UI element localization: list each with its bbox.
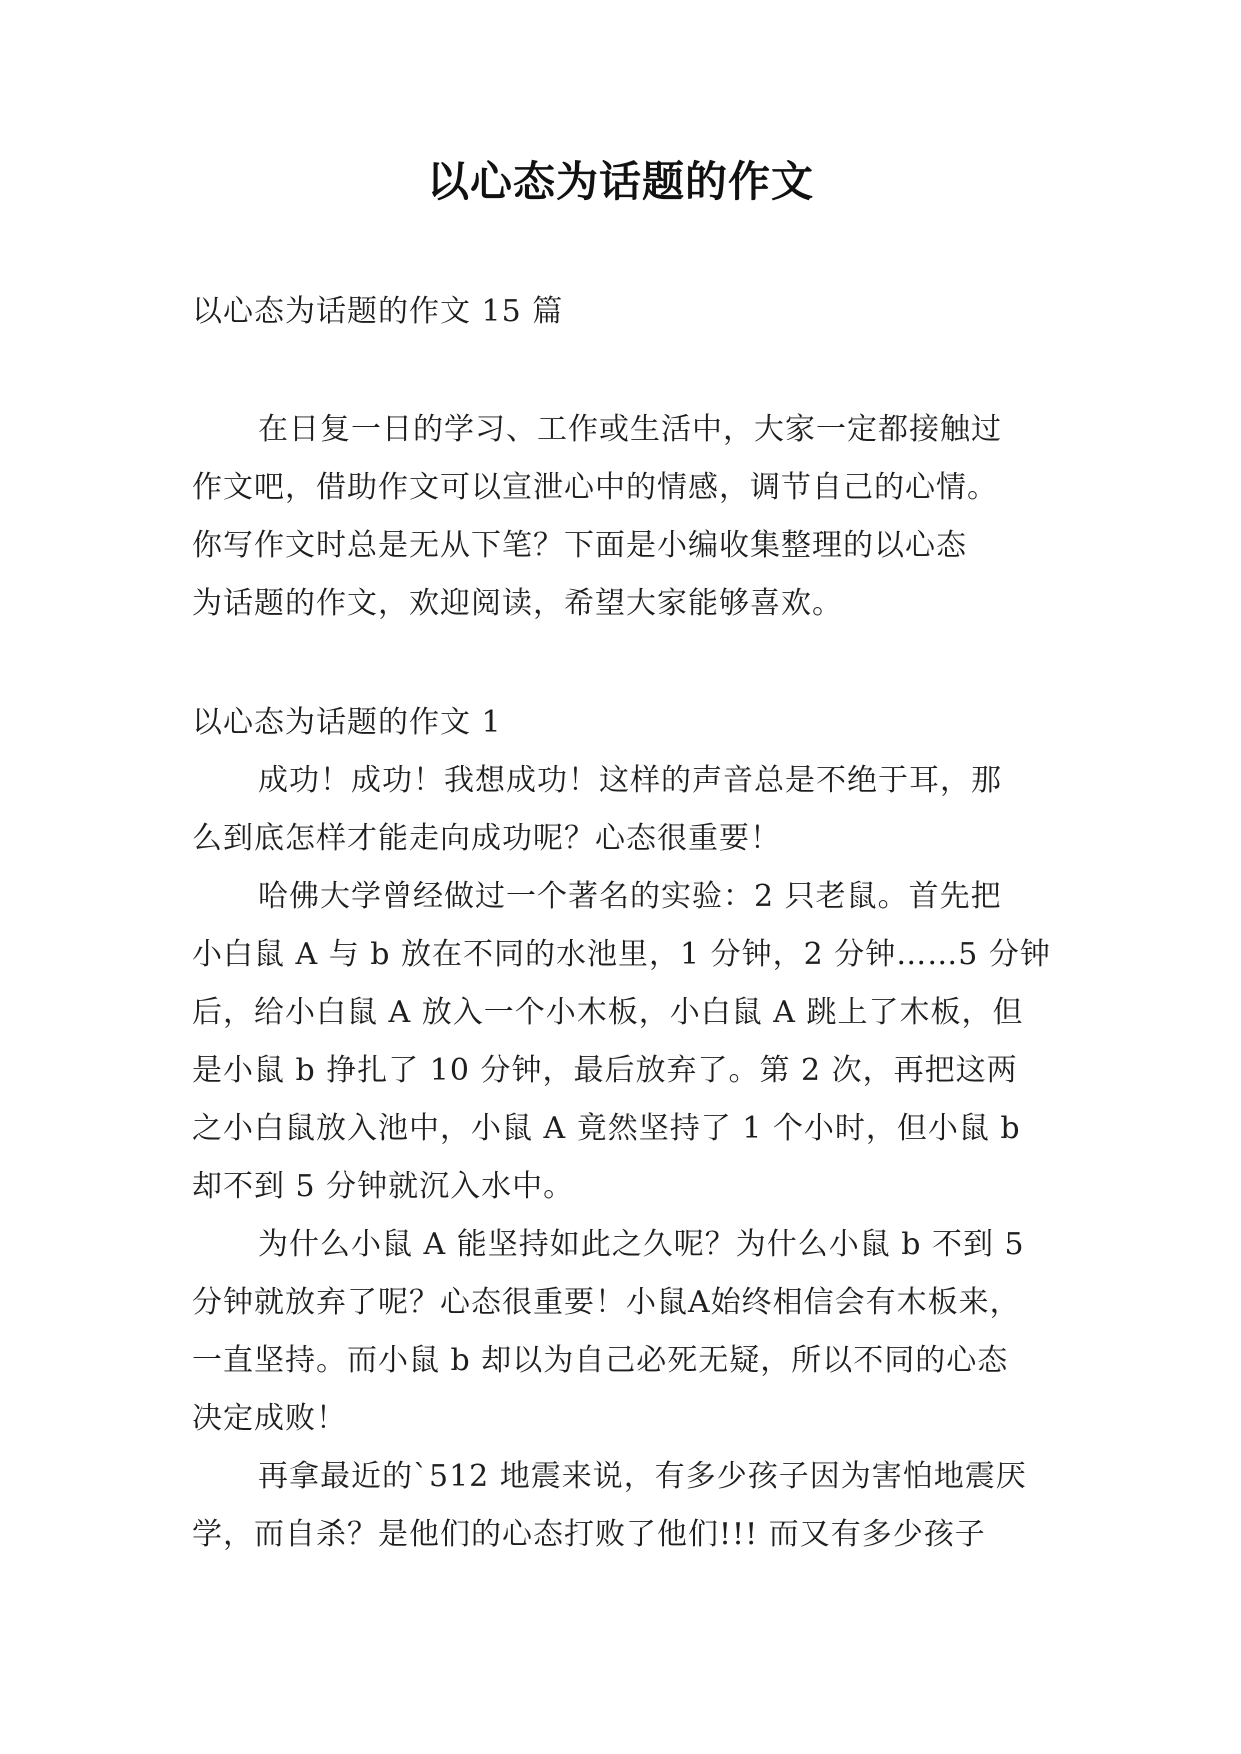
document-title: 以心态为话题的作文 (426, 157, 814, 206)
section-heading: 以心态为话题的作文 1 (192, 705, 502, 740)
paragraph-line: 是小鼠 b 挣扎了 10 分钟，最后放弃了。第 2 次，再把这两 (192, 1053, 1018, 1088)
paragraph-line: 么到底怎样才能走向成功呢？心态很重要！ (192, 821, 781, 856)
paragraph-line: 却不到 5 分钟就沉入水中。 (192, 1169, 575, 1204)
paragraph-line: 再拿最近的`512 地震来说，有多少孩子因为害怕地震厌 (258, 1459, 1027, 1494)
paragraph-line: 哈佛大学曾经做过一个著名的实验：2 只老鼠。首先把 (258, 879, 1002, 914)
paragraph-line: 学，而自杀？是他们的心态打败了他们!!! 而又有多少孩子 (192, 1517, 986, 1552)
intro-line: 作文吧，借助作文可以宣泄心中的情感，调节自己的心情。 (192, 470, 998, 505)
paragraph-line: 为什么小鼠 A 能坚持如此之久呢？为什么小鼠 b 不到 5 (258, 1227, 1025, 1262)
paragraph-line: 后，给小白鼠 A 放入一个小木板，小白鼠 A 跳上了木板，但 (192, 995, 1024, 1030)
paragraph-line: 一直坚持。而小鼠 b 却以为自己必死无疑，所以不同的心态 (192, 1343, 1009, 1378)
intro-line: 为话题的作文，欢迎阅读，希望大家能够喜欢。 (192, 586, 843, 621)
intro-line: 在日复一日的学习、工作或生活中，大家一定都接触过 (258, 412, 1002, 447)
document-subtitle: 以心态为话题的作文 15 篇 (192, 294, 564, 329)
paragraph-line: 成功！成功！我想成功！这样的声音总是不绝于耳，那 (258, 763, 1002, 798)
paragraph-line: 分钟就放弃了呢？心态很重要！小鼠A始终相信会有木板来， (192, 1285, 1021, 1320)
intro-line: 你写作文时总是无从下笔？下面是小编收集整理的以心态 (192, 528, 967, 563)
paragraph-line: 小白鼠 A 与 b 放在不同的水池里，1 分钟，2 分钟……5 分钟 (192, 937, 1051, 972)
paragraph-line: 之小白鼠放入池中，小鼠 A 竟然坚持了 1 个小时，但小鼠 b (192, 1111, 1021, 1146)
paragraph-line: 决定成败！ (192, 1401, 347, 1436)
